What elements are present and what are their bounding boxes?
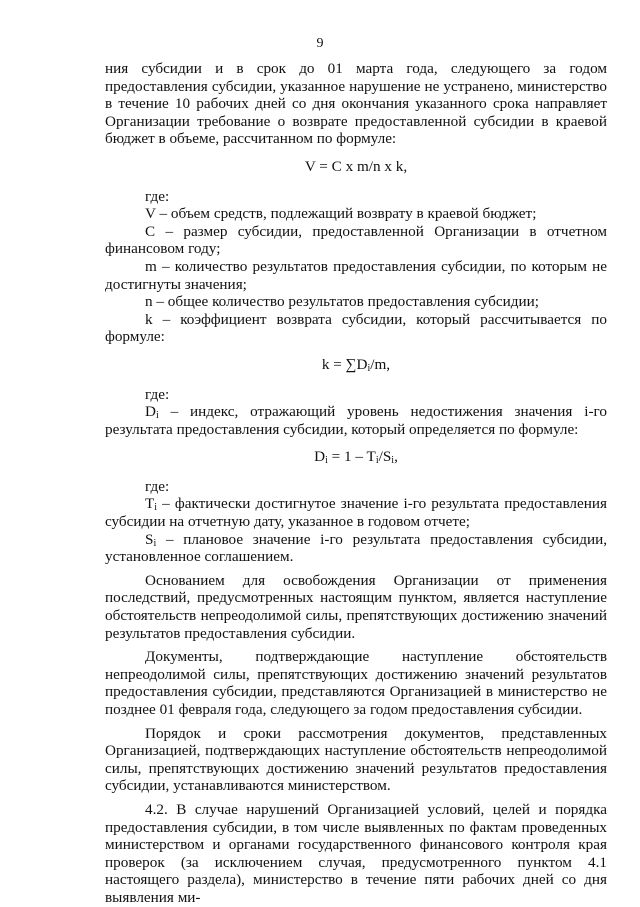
where-label: где: [145, 187, 170, 205]
definition-s-text: – плановое значение i-го результата предоставления субсидии, установленное соглашением. [105, 530, 607, 566]
definition-c: C – размер субсидии, предоставленной Организации в отчетном финансовом году; [105, 222, 607, 258]
definition-d [105, 403, 607, 438]
where-label: где: [145, 385, 170, 403]
definition-s-symbol: S [145, 530, 154, 548]
formula-index-part-c: /S [378, 448, 392, 466]
definition-s-subscript: i [153, 537, 157, 549]
formula-index-sub-a: i [325, 455, 328, 467]
definition-d-subscript: i [155, 410, 159, 422]
formula-index-part-d: , [394, 448, 398, 466]
paragraph-order: Порядок и сроки рассмотрения документов, представленных Организацией, подтверждающих наступление обстоятельств непреодолимой силы, препятствующих достижению значений результатов предоставления субсидии, устанавливаются министерством. [105, 724, 607, 795]
definition-k: k – коэффициент возврата субсидии, который рассчитывается по формуле: [105, 310, 607, 346]
formula-index-sub-c: i [391, 455, 395, 467]
paragraph-lead: ния субсидии и в срок до 01 марта года, следующего за годом предоставления субсидии, указанное нарушение не устранено, министерство в течение 10 рабочих дней со дня окончания указанного срока направляет Организации требование о возврате предоставленной субсидии в краевой бюджет в объеме, рассчитанном по формуле: [105, 60, 607, 148]
paragraph-documents: Документы, подтверждающие наступление обстоятельств непреодолимой силы, препятствующих достижению значений результатов предоставления субсидии, представляются Организацией в министерство не позднее 01 февраля года, следующего за годом предоставления субсидии. [105, 648, 607, 718]
definition-d-symbol: D [145, 403, 156, 421]
where-label: где: [145, 477, 170, 495]
definition-m: m – количество результатов предоставления субсидии, по которым не достигнуты значения; [105, 257, 607, 293]
definition-t-symbol: T [145, 495, 155, 513]
formula-coefficient-rhs: /m, [370, 355, 391, 373]
formula-index [105, 448, 607, 466]
formula-coefficient-lhs: k = ∑D [321, 355, 368, 373]
formula-volume: V = C x m/n x k, [304, 157, 408, 175]
paragraph-4-2: 4.2. В случае нарушений Организацией условий, целей и порядка предоставления субсидии, в том числе выявленных по фактам проведенных министерством и органами государственного финансового контроля края проверок (за исключением случая, предусмотренного пунктом 4.1 настоящего раздела), министерство в течение пяти рабочих дней со дня выявления ми- [105, 800, 607, 906]
definition-s [105, 531, 607, 566]
page-number: 9 [316, 36, 324, 51]
document-body [105, 60, 607, 907]
formula-coefficient [105, 356, 607, 374]
formula-index-sub-b: i [375, 455, 379, 467]
definition-t [105, 495, 607, 530]
paragraph-basis: Основанием для освобождения Организации от применения последствий, предусмотренных настоящим пунктом, является наступление обстоятельств непреодолимой силы, препятствующих достижению значений результатов предоставления субсидии. [105, 571, 607, 642]
definition-t-text: – фактически достигнутое значение i-го результата предоставления субсидии на отчетную дату, указанное в годовом отчете; [105, 495, 607, 531]
formula-index-part-b: = 1 – T [327, 448, 376, 466]
formula-coefficient-subscript: i [367, 362, 371, 374]
definition-v: V – объем средств, подлежащий возврату в краевой бюджет; [145, 205, 537, 223]
definition-d-text: – индекс, отражающий уровень недостижения значения i-го результата предоставления субсидии, который определяется по формуле: [105, 403, 607, 438]
definition-n: n – общее количество результатов предоставления субсидии; [145, 293, 539, 311]
formula-index-part-a: D [314, 448, 326, 466]
definition-t-subscript: i [154, 502, 158, 514]
